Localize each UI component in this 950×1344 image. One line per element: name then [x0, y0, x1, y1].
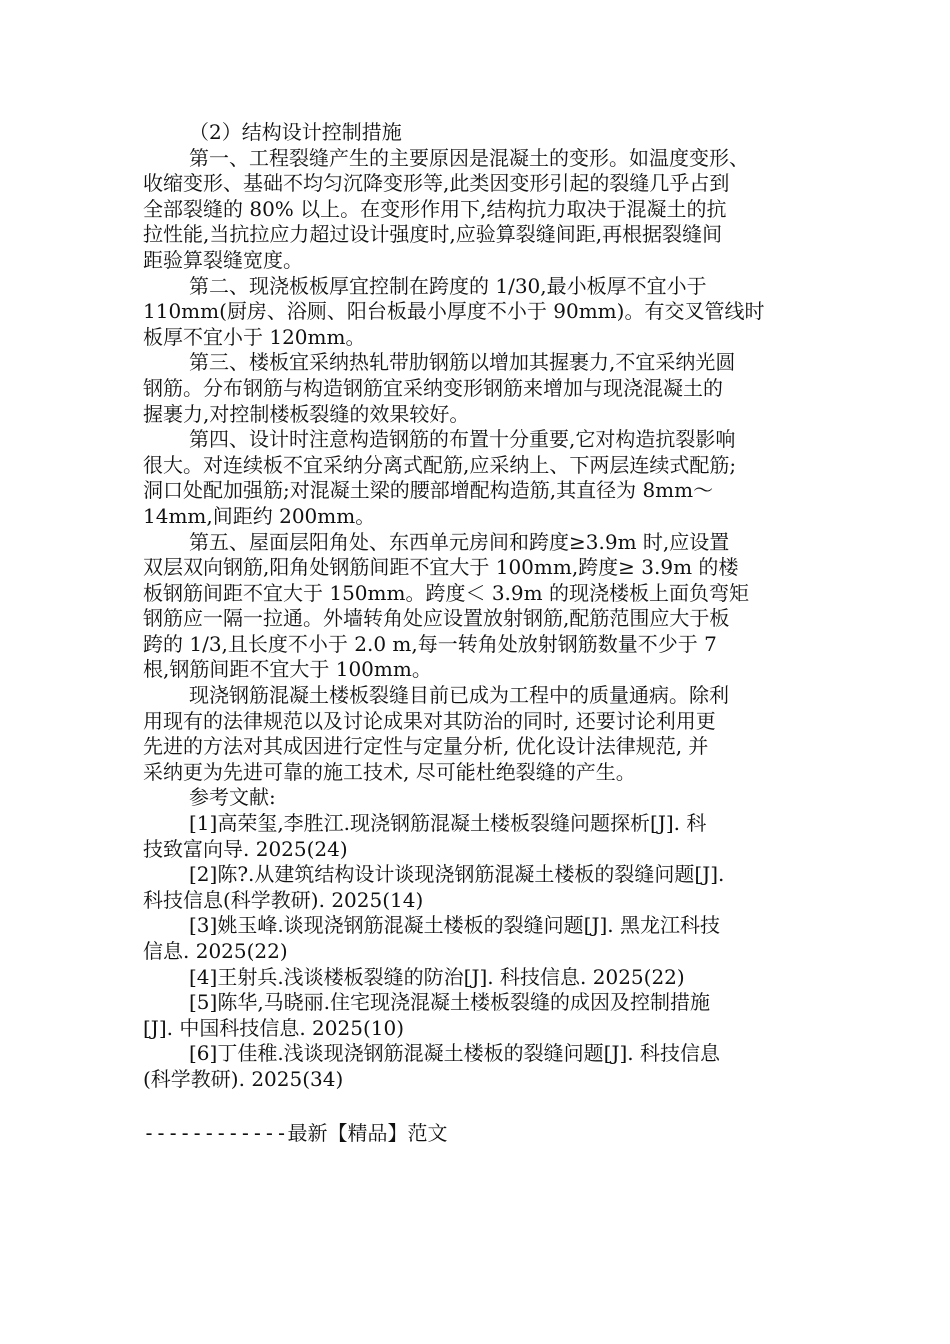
paragraph-line: 跨的 1/3,且长度不小于 2.0 m,每一转角处放射钢筋数量不少于 7 — [143, 631, 717, 656]
paragraph-line: 距验算裂缝宽度。 — [143, 247, 303, 272]
paragraph-line: 收缩变形、基础不均匀沉降变形等,此类因变形引起的裂缝几乎占到 — [143, 171, 730, 196]
paragraph-line: 采纳更为先进可靠的施工技术, 尽可能杜绝裂缝的产生。 — [143, 759, 636, 784]
paragraph-line: 拉性能,当抗拉应力超过设计强度时,应验算裂缝间距,再根据裂缝间 — [143, 222, 723, 247]
footer-text: 最新【精品】范文 — [287, 1121, 448, 1145]
paragraph-line: 全部裂缝的 80% 以上。在变形作用下,结构抗力取决于混凝土的抗 — [143, 196, 727, 221]
paragraph-line: 先进的方法对其成因进行定性与定量分析, 优化设计法律规范, 并 — [143, 734, 709, 759]
paragraph-4 — [143, 427, 815, 529]
paragraph-line: 根,钢筋间距不宜大于 100mm。 — [143, 657, 432, 682]
reference-line: (科学教研). 2025(34) — [143, 1066, 344, 1091]
paragraph-line: 板厚不宜小于 120mm。 — [143, 324, 366, 349]
references-heading: 参考文献: — [189, 785, 276, 810]
reference-line: [2]陈?.从建筑结构设计谈现浇钢筋混凝土楼板的裂缝问题[J]. — [189, 862, 725, 887]
reference-line: [5]陈华,马晓丽.住宅现浇混凝土楼板裂缝的成因及控制措施 — [189, 990, 711, 1015]
reference-line: [3]姚玉峰.谈现浇钢筋混凝土楼板的裂缝问题[J]. 黑龙江科技 — [189, 913, 721, 938]
paragraph-line: 用现有的法律规范以及讨论成果对其防治的同时, 还要讨论利用更 — [143, 708, 716, 733]
paragraph-line: 14mm,间距约 200mm。 — [143, 503, 376, 528]
reference-3 — [143, 913, 815, 964]
footer-dashes: ------------ — [143, 1121, 288, 1145]
paragraph-line: 第二、现浇板板厚宜控制在跨度的 1/30,最小板厚不宜小于 — [189, 273, 707, 298]
paragraph-line: 钢筋应一隔一拉通。外墙转角处应设置放射钢筋,配筋范围应大于板 — [143, 606, 730, 631]
paragraph-line: 钢筋。分布钢筋与构造钢筋宜采纳变形钢筋来增加与现浇混凝土的 — [143, 375, 723, 400]
paragraph-line: 洞口处配加强筋;对混凝土梁的腰部增配构造筋,其直径为 8mm～ — [143, 478, 714, 503]
paragraph-5 — [143, 530, 815, 684]
paragraph-line: 第四、设计时注意构造钢筋的布置十分重要,它对构造抗裂影响 — [189, 427, 736, 452]
reference-line: [1]高荣玺,李胜江.现浇钢筋混凝土楼板裂缝问题探析[J]. 科 — [189, 811, 707, 836]
section-heading: （2）结构设计控制措施 — [189, 120, 402, 144]
reference-5 — [143, 990, 815, 1041]
document-body — [143, 120, 815, 1093]
paragraph-line: 第三、楼板宜采纳热轧带肋钢筋以增加其握裹力,不宜采纳光圆 — [189, 350, 736, 375]
reference-line: 科技信息(科学教研). 2025(14) — [143, 887, 424, 912]
paragraph-line: 板钢筋间距不宜大于 150mm。跨度＜ 3.9m 的现浇楼板上面负弯矩 — [143, 580, 749, 605]
reference-line: 技致富向导. 2025(24) — [143, 836, 348, 861]
paragraph-6 — [143, 683, 815, 785]
paragraph-line: 第五、屋面层阳角处、东西单元房间和跨度≥3.9m 时,应设置 — [189, 529, 730, 554]
reference-line: [4]王射兵.浅谈楼板裂缝的防治[J]. 科技信息. 2025(22) — [189, 964, 685, 989]
reference-4 — [143, 965, 815, 991]
reference-line: 信息. 2025(22) — [143, 939, 288, 963]
paragraph-line: 很大。对连续板不宜采纳分离式配筋,应采纳上、下两层连续式配筋; — [143, 452, 737, 477]
paragraph-1 — [143, 146, 815, 274]
paragraph-3 — [143, 350, 815, 427]
reference-1 — [143, 811, 815, 862]
footer-label — [143, 1120, 448, 1146]
paragraph-line: 110mm(厨房、浴厕、阳台板最小厚度不小于 90mm)。有交叉管线时 — [143, 299, 765, 324]
reference-6 — [143, 1041, 815, 1092]
paragraph-line: 双层双向钢筋,阳角处钢筋间距不宜大于 100mm,跨度≥ 3.9m 的楼 — [143, 555, 739, 580]
paragraph-2 — [143, 274, 815, 351]
paragraph-line: 现浇钢筋混凝土楼板裂缝目前已成为工程中的质量通病。除利 — [189, 683, 729, 708]
reference-2 — [143, 862, 815, 913]
reference-line: [J]. 中国科技信息. 2025(10) — [143, 1015, 405, 1040]
reference-line: [6]丁佳稚.浅谈现浇钢筋混凝土楼板的裂缝问题[J]. 科技信息 — [189, 1041, 721, 1066]
paragraph-line: 第一、工程裂缝产生的主要原因是混凝土的变形。如温度变形、 — [189, 145, 749, 170]
paragraph-line: 握裹力,对控制楼板裂缝的效果较好。 — [143, 401, 470, 426]
